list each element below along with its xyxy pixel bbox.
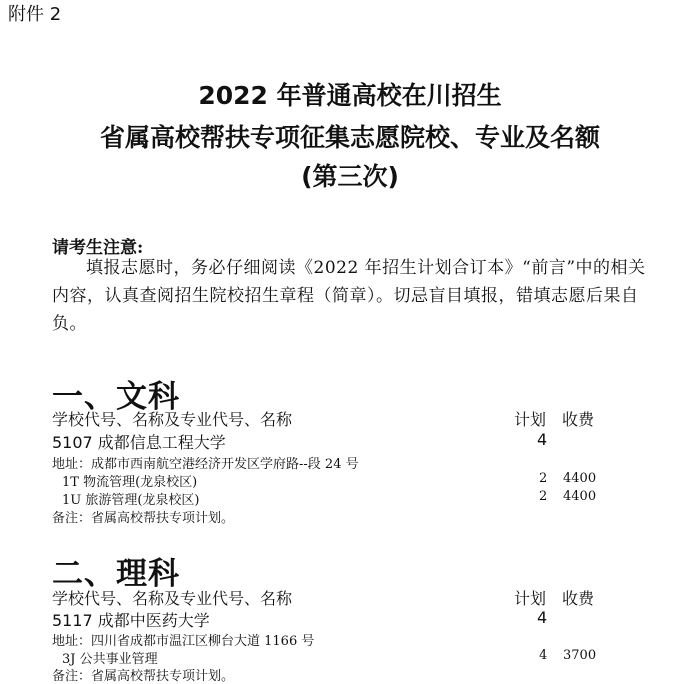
school-code-name: 5117 成都中医药大学 [52,611,210,630]
school-address: 地址：四川省成都市温江区柳台大道 1166 号 [52,634,315,649]
major-name: 1T 物流管理(龙泉校区) [62,475,198,490]
attachment-label: 附件 2 [8,4,62,25]
column-header-plan: 计划 [514,589,547,608]
notice-heading: 请考生注意: [52,238,144,258]
major-plan: 2 [539,489,548,504]
column-header-fee: 收费 [562,410,595,429]
major-plan: 2 [539,471,548,486]
major-name: 3J 公共事业管理 [62,652,158,667]
section-heading-science: 二、理科 [52,556,180,592]
major-fee: 4400 [563,471,597,486]
section-remark: 备注：省属高校帮扶专项计划。 [52,511,235,526]
school-code-name: 5107 成都信息工程大学 [52,433,226,452]
column-header-fee: 收费 [562,589,595,608]
school-address: 地址：成都市西南航空港经济开发区学府路--段 24 号 [52,457,359,472]
column-header-school: 学校代号、名称及专业代号、名称 [52,410,293,429]
major-name: 1U 旅游管理(龙泉校区) [62,493,200,508]
school-plan: 4 [537,608,548,627]
column-header-plan: 计划 [514,410,547,429]
title-line-1: 2022 年普通高校在川招生 [198,81,502,110]
section-heading-liberal-arts: 一、文科 [52,379,180,415]
title-line-3: (第三次) [301,162,399,191]
column-header-school: 学校代号、名称及专业代号、名称 [52,589,293,608]
major-fee: 4400 [563,489,597,504]
section-remark: 备注：省属高校帮扶专项计划。 [52,669,235,684]
notice-body: 填报志愿时，务必仔细阅读《2022 年招生计划合订本》“前言”中的相关内容，认真查阅招生院校招生章程（简章）。切忌盲目填报，错填志愿后果自负。 [52,258,646,334]
major-plan: 4 [539,648,548,663]
major-fee: 3700 [563,648,597,663]
title-line-2: 省属高校帮扶专项征集志愿院校、专业及名额 [99,123,600,152]
school-plan: 4 [537,430,548,449]
